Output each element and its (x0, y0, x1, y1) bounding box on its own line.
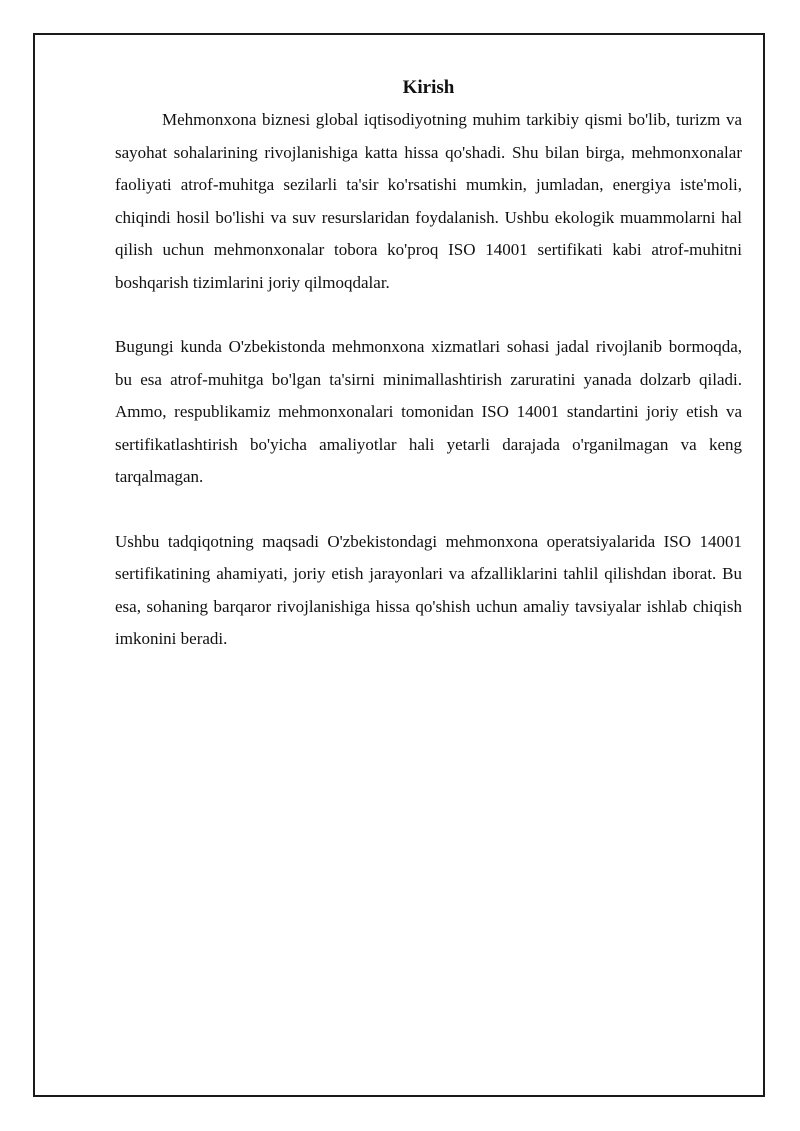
paragraph-spacer (115, 494, 742, 526)
paragraph-spacer (115, 299, 742, 331)
paragraph-context: Bugungi kunda O'zbekistonda mehmonxona xizmatlari sohasi jadal rivojlanib bormoqda, bu esa atrof-muhitga bo'lgan ta'sirni minimallashtirish zaruratini yanada dolzarb qiladi. Ammo, respublikamiz mehmonxonalari tomonidan ISO 14001 standartini joriy etish va sertifikatlashtirish bo'yicha amaliyotlar hali yetarli darajada o'rganilmagan va keng tarqalmagan. (115, 337, 742, 486)
document-body (115, 72, 742, 656)
document-title: Kirish (402, 77, 455, 98)
paragraph-intro: Mehmonxona biznesi global iqtisodiyotning muhim tarkibiy qismi bo'lib, turizm va sayohat sohalarining rivojlanishiga katta hissa qo'shadi. Shu bilan birga, mehmonxonalar faoliyati atrof-muhitga sezilarli ta'sir ko'rsatishi mumkin, jumladan, energiya iste'moli, chiqindi hosil bo'lishi va suv resurslaridan foydalanish. Ushbu ekologik muammolarni hal qilish uchun mehmonxonalar tobora ko'proq ISO 14001 sertifikati kabi atrof-muhitni boshqarish tizimlarini joriy qilmoqdalar. (115, 110, 742, 292)
paragraph-aim: Ushbu tadqiqotning maqsadi O'zbekistondagi mehmonxona operatsiyalarida ISO 14001 sertifikatining ahamiyati, joriy etish jarayonlari va afzalliklarini tahlil qilishdan iborat. Bu esa, sohaning barqaror rivojlanishiga hissa qo'shish uchun amaliy tavsiyalar ishlab chiqish imkonini beradi. (115, 531, 742, 648)
